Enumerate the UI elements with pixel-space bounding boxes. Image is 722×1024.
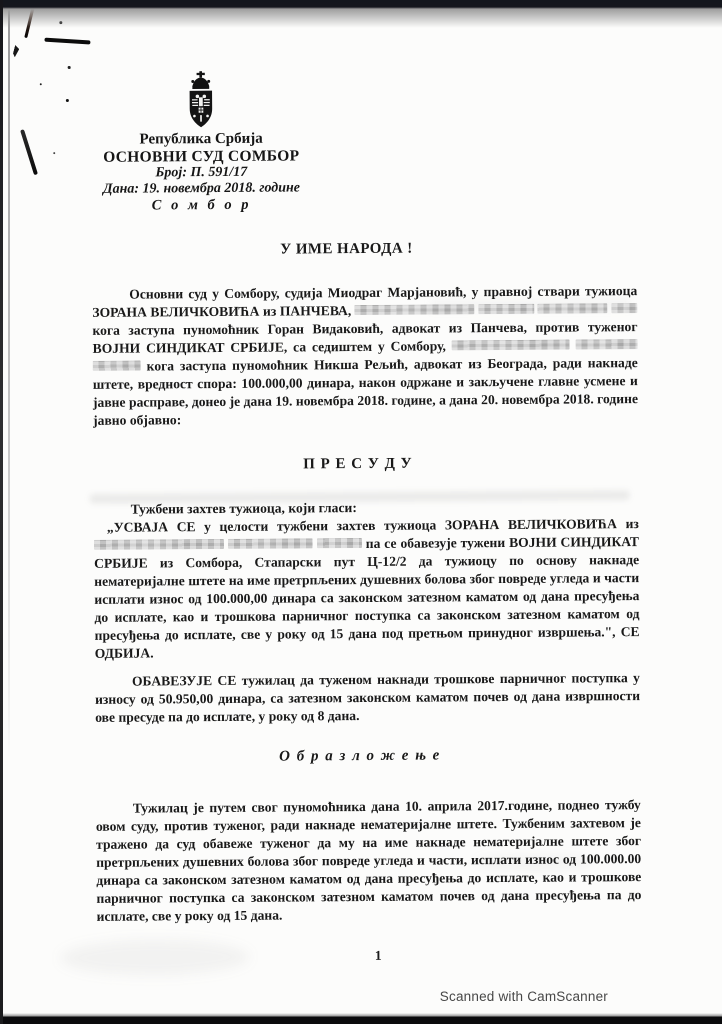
reasoning-heading: О б р а з л о ж е њ е [279, 747, 441, 765]
verdict-heading: П Р Е С У Д У [303, 455, 413, 473]
ink-line-artifact [44, 38, 90, 45]
ink-speck [40, 83, 42, 85]
redaction-block [355, 304, 475, 315]
claim-intro-line: Тужбени захтев тужиоца, који гласи: [130, 500, 357, 517]
redaction-block [576, 339, 638, 349]
scan-smudge [60, 939, 250, 976]
intro-text-1: Основни суд у Сомбору, судија Миодраг Марјановић, у правној ствари тужиоца ЗОРАНА ВЕЛИЧКОВИЋА из ПАНЧЕВА, [92, 283, 638, 320]
intro-paragraph [92, 282, 638, 430]
camscanner-watermark: Scanned with CamScanner [439, 989, 608, 1004]
ink-wedge-artifact [12, 45, 20, 58]
redaction-block [478, 304, 534, 314]
judgment-body [92, 238, 642, 926]
scanner-edge-left [0, 0, 3, 1024]
intro-text-3: кога заступа пуномоћник Никша Рељић, адвокат из Београда, ради накнаде штете, вредност спора: 100.000,00 динара, након одржане и закључене главне усмене и јавне расправе, донео је дана 19. новембра 2018. године, а дана 20. новембра 2018. године јавно објавно: [92, 355, 639, 428]
redaction-block [228, 538, 313, 549]
redaction-block [94, 539, 224, 550]
claim-text-2: па се обавезује тужени ВОЈНИ СИНДИКАТ СРБИЈЕ из Сомбора, Стапарски пут Ц-12/2 да тужиоцу по основу накнаде нематеријалне штете на име претрпљених душевних болова због повреде угледа и части исплати износ од 100.000,00 динара са законском затезном каматом од дана пресуђења до исплате, као и трошкова парничног поступка са законском затезном каматом од пресуђења до исплате, све у року од 15 дана под претњом принудног извршења.", СЕ ОДБИЈА. [94, 534, 640, 661]
ink-speck [53, 152, 55, 154]
paper-fold-line [8, 0, 10, 760]
ink-speck [68, 66, 71, 69]
letterhead-court-name: ОСНОВНИ СУД СОМБОР [103, 147, 300, 166]
redaction-block [317, 538, 362, 548]
letterhead-date: Дана: 19. новембра 2018. године [102, 180, 301, 197]
letterhead-city: С о м б о р [151, 196, 252, 214]
scanner-edge-bottom [0, 1013, 722, 1024]
reasoning-paragraph: Тужилац је путем свог пуномоћника дана 10. априла 2017.године, поднео тужбу овом суду, против туженог, ради накнаде нематеријалне штете. Тужбеним захтевом је тражено да суд обавеже туженог да му на име накнаде нематеријалне штете због претрпљених душевних болова због повреде угледа и части, исплати износ од 100.000.00 динара са законском затезном каматом од дана пресуђења до исплате, као и трошкове парничног поступка са законском затезном каматом почев од дана пресуђења па до исплате, све у року од 15 дана. [95, 797, 642, 924]
pen-mark-artifact [20, 129, 37, 175]
redaction-block [93, 361, 141, 371]
redaction-block [452, 340, 570, 351]
intro-text-2: кога заступа пуномоћник Горан Видаковић, адвокат из Панчева, против туженог ВОЈНИ СИНДИКАТ СРБИЈЕ, са седиштем у Сомбору, [92, 319, 638, 356]
page-number: 1 [374, 947, 382, 963]
letterhead-case-number: Број: П. 591/17 [155, 164, 248, 181]
coat-of-arms-icon [182, 71, 220, 129]
ink-speck [66, 99, 69, 102]
redaction-block [538, 303, 608, 313]
claim-paragraph [94, 515, 640, 663]
document-title: У ИМЕ НАРОДА ! [280, 240, 413, 258]
redaction-block [611, 303, 637, 313]
letterhead-country: Република Србија [139, 130, 263, 148]
claim-text-1: „УСВАЈА СЕ у целости тужбени захтев тужиоца ЗОРАНА ВЕЛИЧКОВИЋА из [106, 516, 639, 535]
scanner-edge-top [0, 0, 722, 28]
costs-paragraph: ОБАВЕЗУЈЕ СЕ тужилац да туженом накнади трошкове парничног поступка у износу од 50.950,00 динара, са затезном законском каматом почев од дана извршности ове пресуде па до исплате, у року од 8 дана. [95, 670, 641, 725]
court-letterhead [77, 130, 326, 215]
